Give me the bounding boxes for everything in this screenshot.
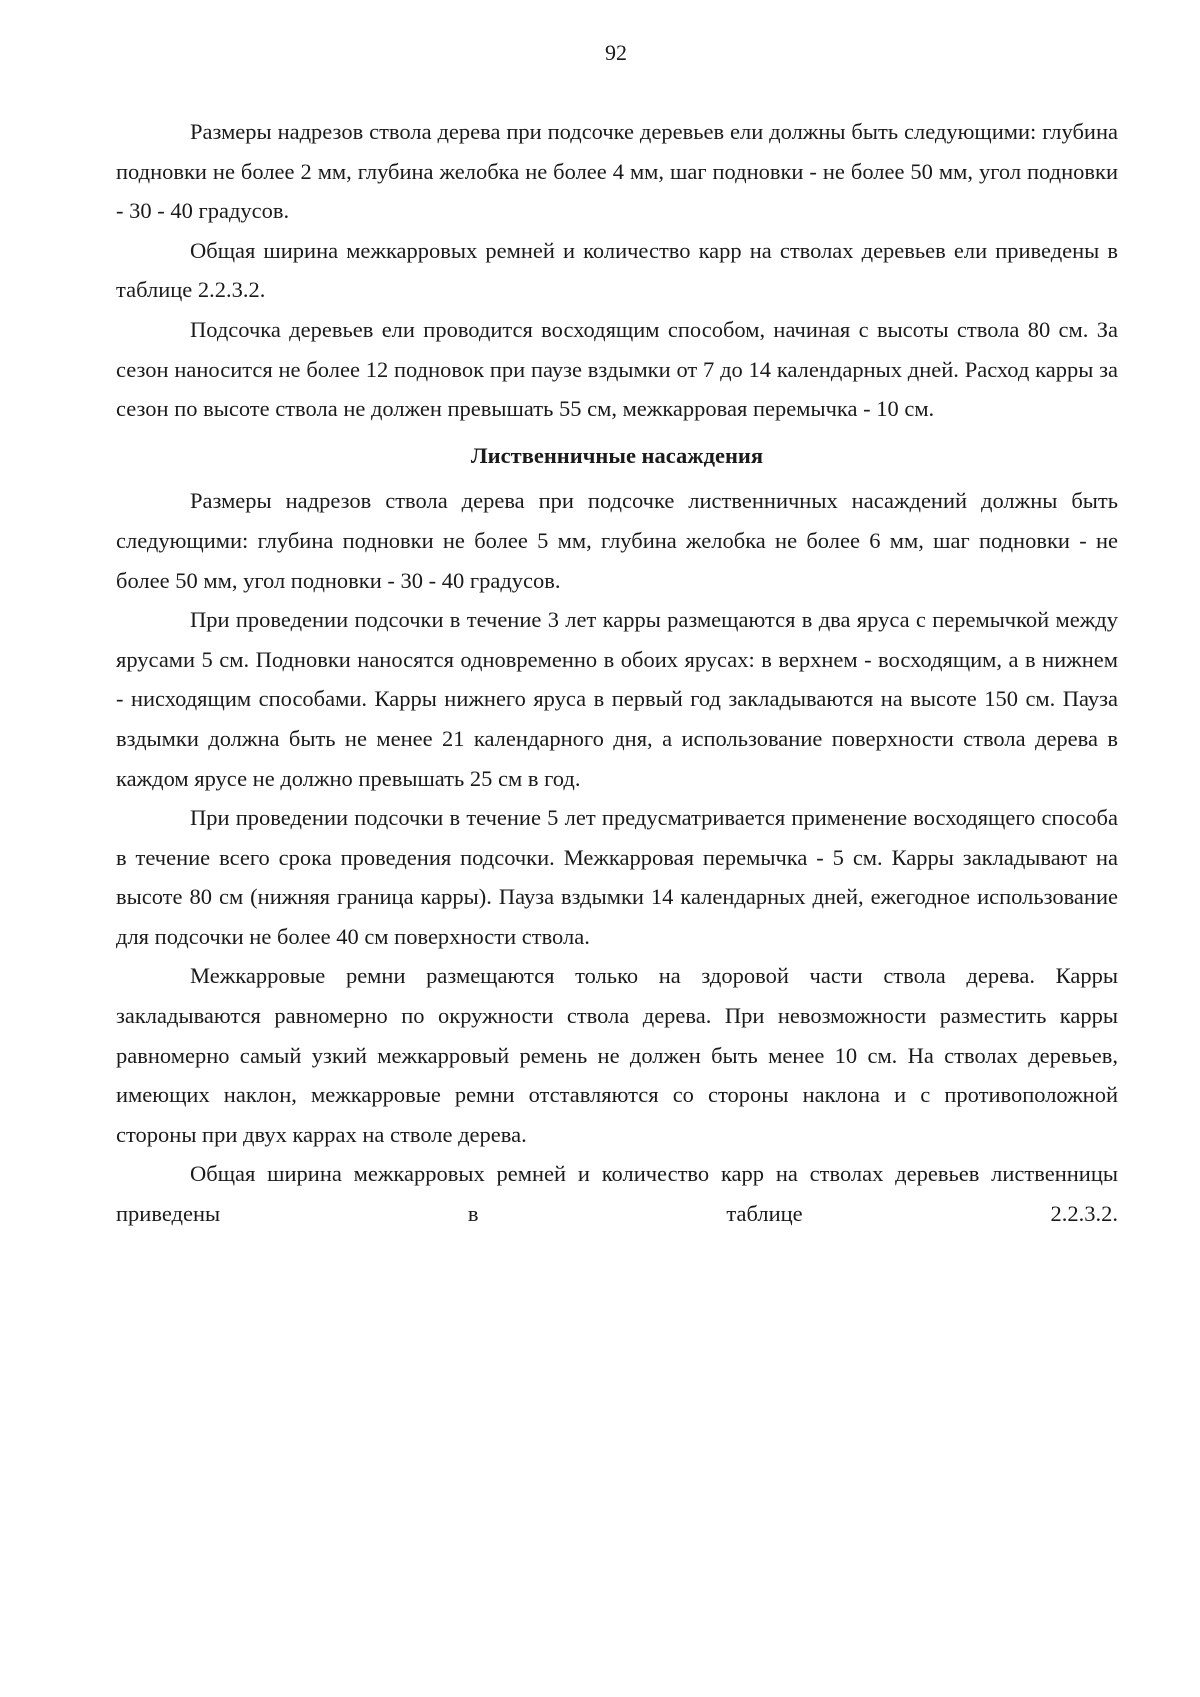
paragraph-spruce-belt-width: Общая ширина межкарровых ремней и количество карр на стволах деревьев ели приведены в таблице 2.2.3.2. [116, 237, 1118, 303]
paragraph-larch-five-years: При проведении подсочки в течение 5 лет предусматривается применение восходящего способа в течение всего срока проведения подсочки. Межкарровая перемычка - 5 см. Карры закладывают на высоте 80 см (нижняя граница карры). Пауза вздымки 14 календарных дней, ежегодное использование для подсочки не более 40 см поверхности ствола. [116, 805, 1118, 949]
page-number: 92 [605, 40, 627, 65]
page-body [116, 112, 1118, 1234]
paragraph-larch-three-years: При проведении подсочки в течение 3 лет карры размещаются в два яруса с перемычкой между ярусами 5 см. Подновки наносятся одновременно в обоих ярусах: в верхнем - восходящим, а в нижнем - нисходящим способами. Карры нижнего яруса в первый год закладываются на высоте 150 см. Пауза вздымки должна быть не менее 21 календарного дня, а использование поверхности ствола дерева в каждом ярусе не должно превышать 25 см в год. [116, 607, 1118, 791]
paragraph-larch-cut-sizes: Размеры надрезов ствола дерева при подсочке лиственничных насаждений должны быть следующими: глубина подновки не более 5 мм, глубина желобка не более 6 мм, шаг подновки - не более 50 мм, угол подновки - 30 - 40 градусов. [116, 488, 1118, 593]
paragraph-larch-belts: Межкарровые ремни размещаются только на здоровой части ствола дерева. Карры закладываются равномерно по окружности ствола дерева. При невозможности разместить карры равномерно самый узкий межкарровый ремень не должен быть менее 10 см. На стволах деревьев, имеющих наклон, межкарровые ремни отставляются со стороны наклона и с противоположной стороны при двух каррах на стволе дерева. [116, 963, 1118, 1147]
paragraph-spruce-tapping-method: Подсочка деревьев ели проводится восходящим способом, начиная с высоты ствола 80 см. За сезон наносится не более 12 подновок при паузе вздымки от 7 до 14 календарных дней. Расход карры за сезон по высоте ствола не должен превышать 55 см, межкарровая перемычка - 10 см. [116, 316, 1118, 422]
paragraph-larch-belt-width: Общая ширина межкарровых ремней и количество карр на стволах деревьев лиственницы приведены в таблице 2.2.3.2. [116, 1161, 1118, 1227]
paragraph-spruce-cut-sizes: Размеры надрезов ствола дерева при подсочке деревьев ели должны быть следующими: глубина подновки не более 2 мм, глубина желобка не более 4 мм, шаг подновки - не более 50 мм, угол подновки - 30 - 40 градусов. [116, 119, 1118, 224]
section-heading: Лиственничные насаждения [470, 442, 764, 468]
